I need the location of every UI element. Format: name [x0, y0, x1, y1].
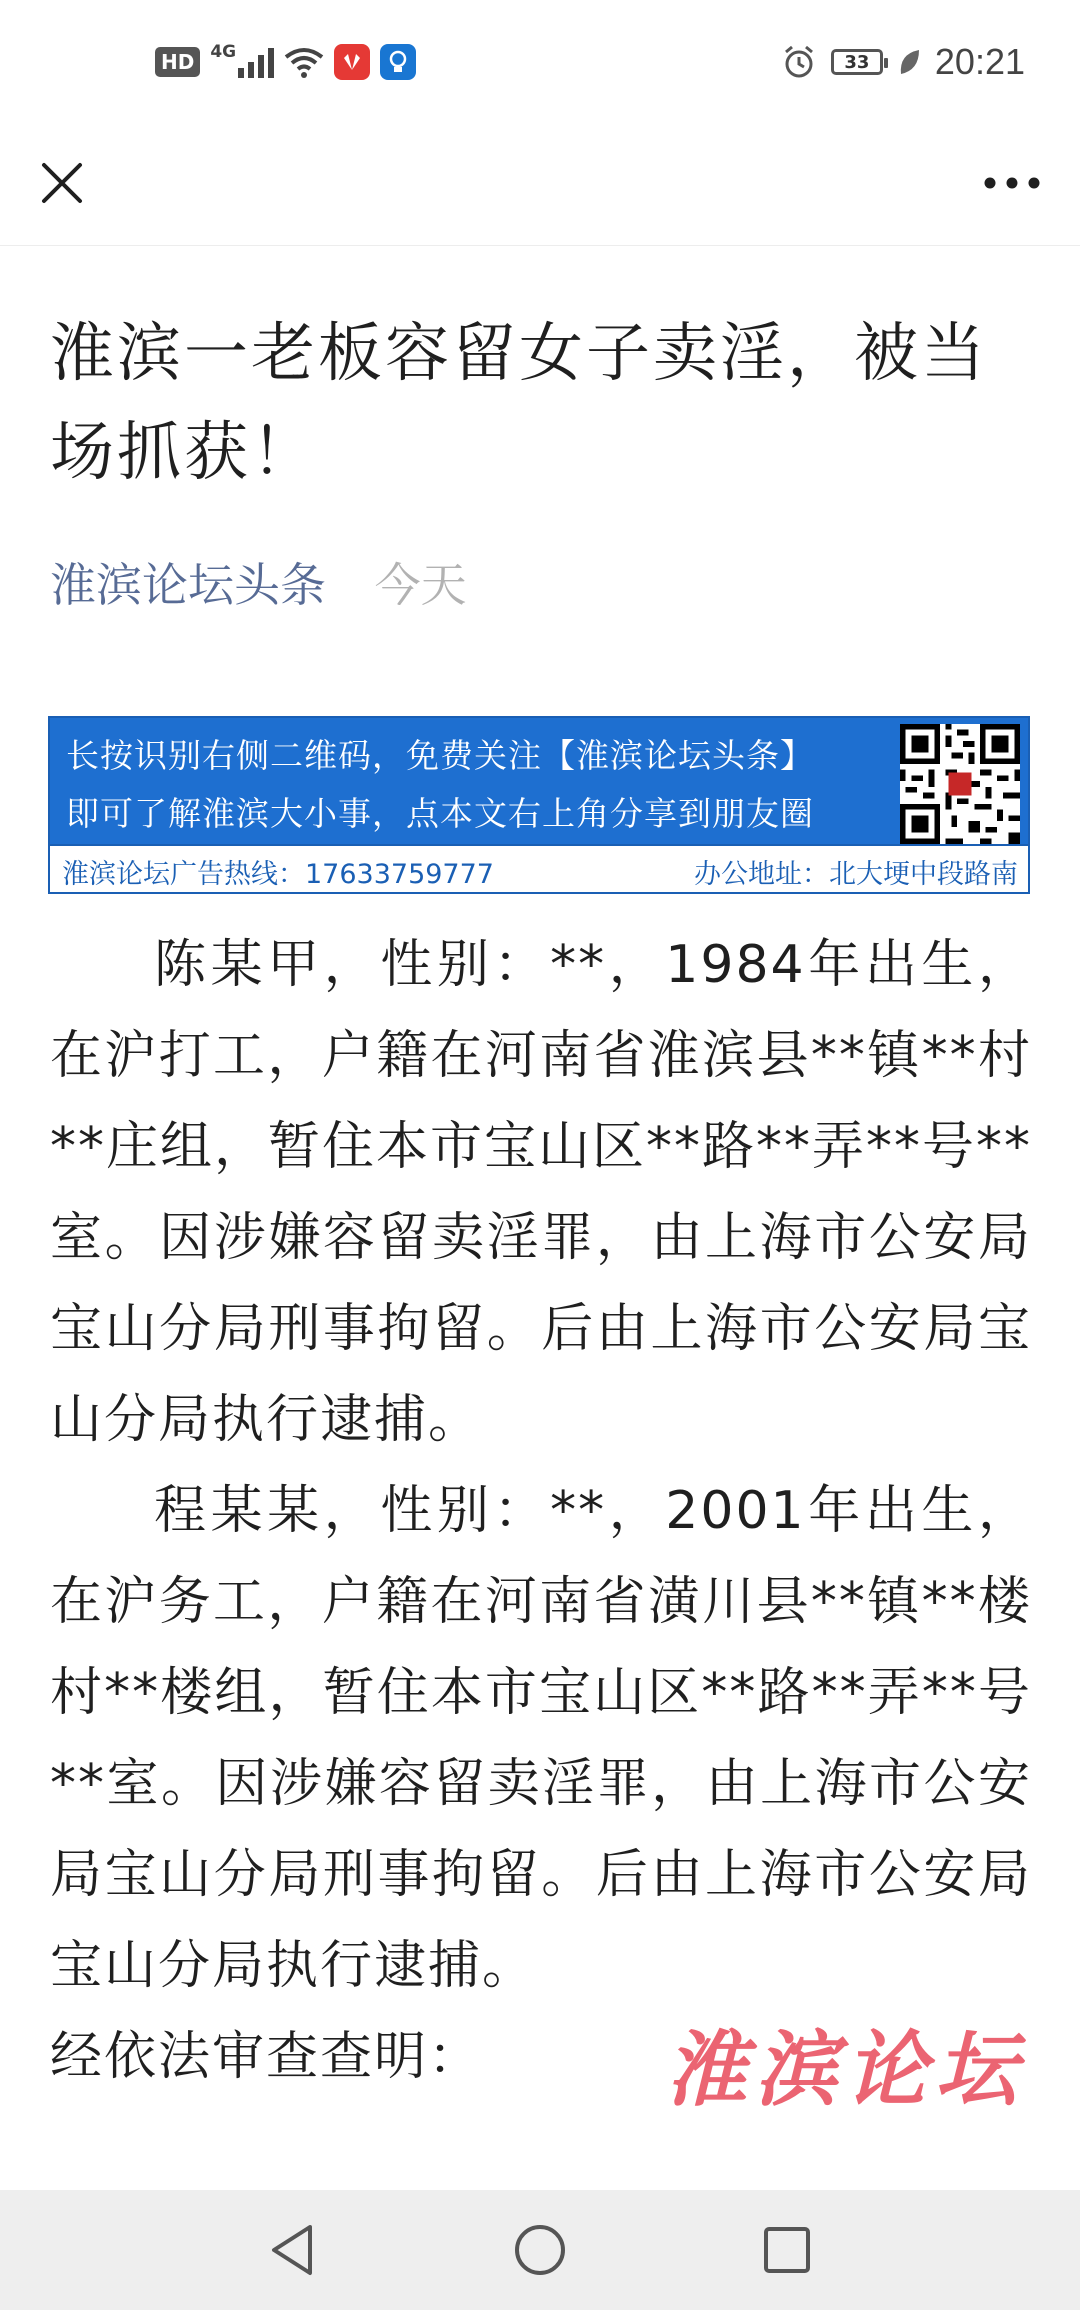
- home-button[interactable]: [495, 2205, 585, 2295]
- bulb-app-icon: [380, 44, 416, 80]
- back-icon: [268, 2223, 318, 2277]
- clock: 20:21: [934, 41, 1025, 82]
- paragraph-2: 程某某，性别：**，2001年出生，在沪务工，户籍在河南省潢川县**镇**楼村**楼组，暂住本市宝山区**路**弄**号**室。因涉嫌容留卖淫罪，由上海市公安局宝山分局刑事拘留。后由上海市公安局宝山分局执行逮捕。: [50, 1481, 1032, 1996]
- title-bar: [0, 125, 1080, 246]
- leaf-icon: [897, 48, 921, 76]
- back-button[interactable]: [248, 2205, 338, 2295]
- banner-hotline: 淮滨论坛广告热线：17633759777: [62, 859, 494, 890]
- publish-date: 今天: [374, 558, 467, 612]
- watermark: 淮滨论坛: [665, 2022, 1025, 2118]
- signal-icon: [238, 46, 274, 78]
- home-icon: [513, 2223, 567, 2277]
- banner-footer: [50, 844, 1028, 892]
- huawei-app-icon: [334, 44, 370, 80]
- banner-line-1: 长按识别右侧二维码，免费关注【淮滨论坛头条】: [66, 736, 814, 775]
- close-icon: [40, 161, 84, 205]
- article-meta: [50, 555, 467, 615]
- banner-address: 办公地址：北大埂中段路南: [694, 859, 1018, 890]
- promo-banner[interactable]: [48, 716, 1030, 894]
- qr-code-icon[interactable]: [900, 724, 1020, 844]
- article-title: 淮滨一老板容留女子卖淫，被当场抓获！: [50, 317, 988, 490]
- article-body: [50, 920, 1032, 2103]
- network-type-label: 4G: [210, 42, 237, 62]
- more-icon: [982, 175, 1042, 191]
- status-right: [781, 38, 1025, 86]
- paragraph-1: 陈某甲，性别：**，1984年出生，在沪打工，户籍在河南省淮滨县**镇**村**庄组，暂住本市宝山区**路**弄**号**室。因涉嫌容留卖淫罪，由上海市公安局宝山分局刑事拘留。后由上海市公安局宝山分局执行逮捕。: [50, 935, 1033, 1450]
- banner-line-2: 即可了解淮滨大小事，点本文右上角分享到朋友圈: [66, 794, 814, 833]
- close-button[interactable]: [30, 151, 94, 215]
- recents-button[interactable]: [742, 2205, 832, 2295]
- status-bar: [0, 0, 1080, 125]
- recents-icon: [762, 2225, 812, 2275]
- paragraph-3: 经依法审查查明：: [50, 2027, 483, 2087]
- more-button[interactable]: [974, 151, 1050, 215]
- wifi-icon: [284, 45, 324, 79]
- battery-icon: 33: [831, 49, 883, 75]
- alarm-icon: [781, 44, 817, 80]
- hd-icon: HD: [155, 47, 200, 77]
- status-left: [155, 40, 416, 84]
- account-name-link[interactable]: 淮滨论坛头条: [50, 558, 326, 612]
- system-nav-bar: [0, 2190, 1080, 2310]
